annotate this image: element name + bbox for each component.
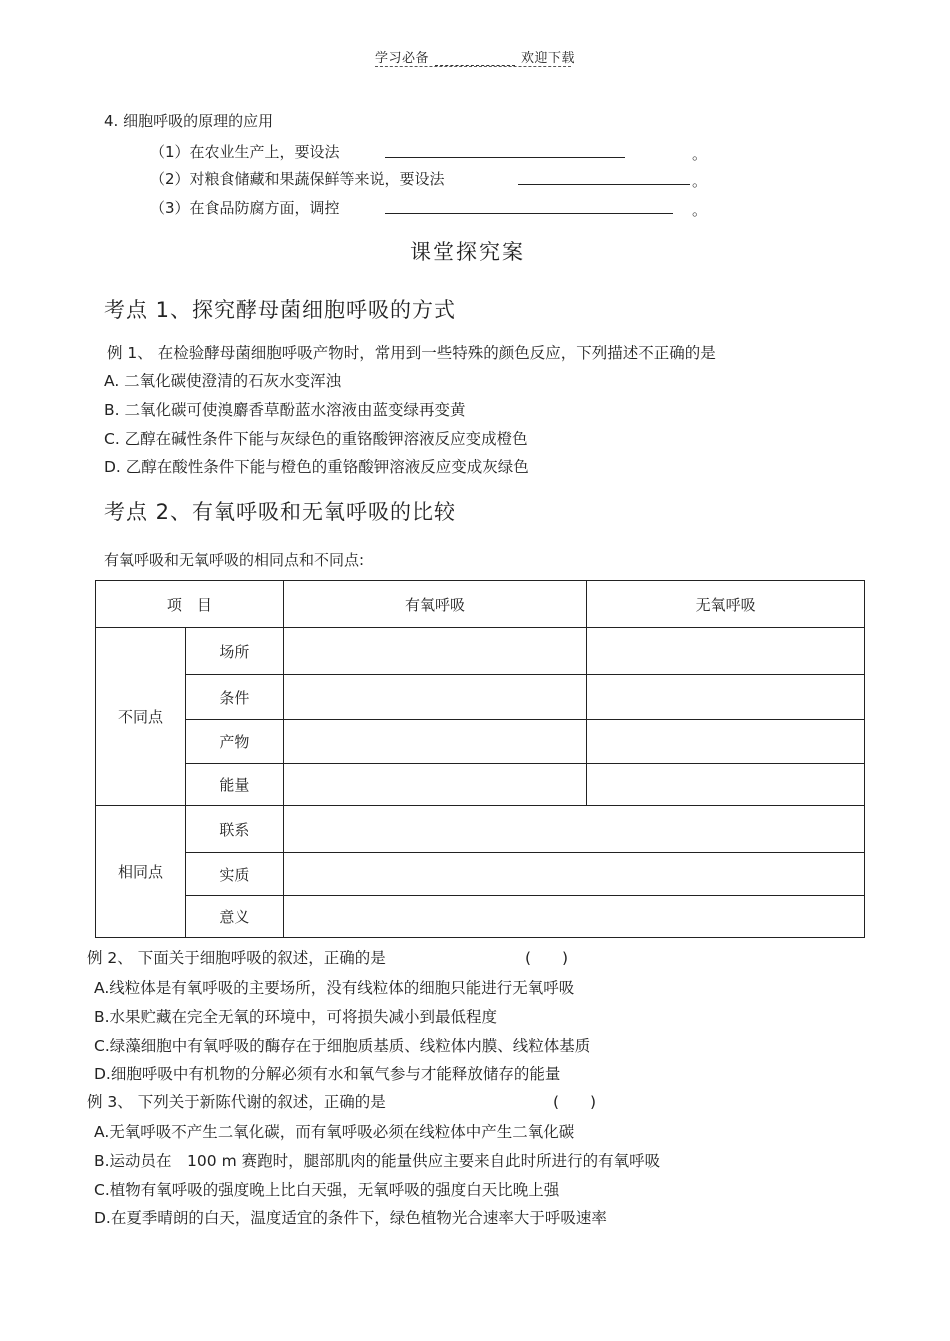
header-underline <box>375 66 571 67</box>
item-end: 。 <box>692 201 708 219</box>
ex1-option-a[interactable]: A. 二氧化碳使澄清的石灰水变浑浊 <box>104 372 342 390</box>
class-title: 课堂探究案 <box>410 240 525 264</box>
same-label: 相同点 <box>96 806 186 938</box>
header-fill <box>435 53 515 66</box>
header-aerobic: 有氧呼吸 <box>283 581 587 628</box>
item-label: （2）对粮食储藏和果蔬保鲜等来说，要设法 <box>150 170 445 188</box>
ex2-option-c[interactable]: C.绿藻细胞中有氧呼吸的酶存在于细胞质基质、线粒体内膜、线粒体基质 <box>94 1037 591 1055</box>
item-end: 。 <box>692 145 708 163</box>
table-header-row <box>96 581 865 628</box>
answer-cell[interactable] <box>283 853 864 896</box>
table-row <box>96 675 865 720</box>
answer-cell[interactable] <box>587 628 865 675</box>
point1-title: 考点 1、探究酵母菌细胞呼吸的方式 <box>104 298 457 322</box>
row-label: 联系 <box>185 806 283 853</box>
answer-cell[interactable] <box>587 675 865 720</box>
ex1-option-d[interactable]: D. 乙醇在酸性条件下能与橙色的重铬酸钾溶液反应变成灰绿色 <box>104 458 529 476</box>
page-header <box>375 47 575 66</box>
ex1-question: 例 1、 在检验酵母菌细胞呼吸产物时，常用到一些特殊的颜色反应，下列描述不正确的是 <box>107 344 716 362</box>
comparison-table <box>95 580 865 938</box>
ex2-option-d[interactable]: D.细胞呼吸中有机物的分解必须有水和氧气参与才能释放储存的能量 <box>94 1065 561 1083</box>
item-label: （3）在食品防腐方面，调控 <box>150 199 340 217</box>
ex2-option-a[interactable]: A.线粒体是有氧呼吸的主要场所，没有线粒体的细胞只能进行无氧呼吸 <box>94 979 575 997</box>
header-left: 学习必备 <box>375 51 430 66</box>
answer-cell[interactable] <box>283 628 587 675</box>
row-label: 条件 <box>185 675 283 720</box>
row-label: 场所 <box>185 628 283 675</box>
ex2-option-b[interactable]: B.水果贮藏在完全无氧的环境中，可将损失减小到最低程度 <box>94 1008 498 1026</box>
row-label: 意义 <box>185 896 283 938</box>
table-row <box>96 896 865 938</box>
item-label: （1）在农业生产上，要设法 <box>150 143 340 161</box>
answer-cell[interactable] <box>283 720 587 764</box>
answer-blank-2[interactable] <box>518 170 690 185</box>
ex3-option-a[interactable]: A.无氧呼吸不产生二氧化碳，而有氧呼吸必须在线粒体中产生二氧化碳 <box>94 1123 575 1141</box>
section4-item-2 <box>150 168 445 189</box>
answer-blank-1[interactable] <box>385 143 625 158</box>
item-end: 。 <box>692 172 708 190</box>
answer-cell[interactable] <box>283 806 864 853</box>
table-row <box>96 853 865 896</box>
ex1-option-b[interactable]: B. 二氧化碳可使溴麝香草酚蓝水溶液由蓝变绿再变黄 <box>104 401 466 419</box>
table-row <box>96 806 865 853</box>
answer-cell[interactable] <box>587 720 865 764</box>
row-label: 实质 <box>185 853 283 896</box>
ex2-answer-paren[interactable]: ( ) <box>525 949 569 967</box>
point2-intro: 有氧呼吸和无氧呼吸的相同点和不同点: <box>104 551 365 569</box>
section4-item-3 <box>150 197 340 218</box>
section4-title: 4. 细胞呼吸的原理的应用 <box>104 112 274 130</box>
row-label: 能量 <box>185 764 283 806</box>
ex3-option-b[interactable]: B.运动员在 100 m 赛跑时，腿部肌肉的能量供应主要来自此时所进行的有氧呼吸 <box>94 1152 661 1170</box>
ex3-answer-paren[interactable]: ( ) <box>553 1093 597 1111</box>
header-item: 项 目 <box>96 581 284 628</box>
diff-label: 不同点 <box>96 628 186 806</box>
table-row <box>96 764 865 806</box>
table-row <box>96 720 865 764</box>
row-label: 产物 <box>185 720 283 764</box>
header-right: 欢迎下载 <box>521 51 576 66</box>
header-anaerobic: 无氧呼吸 <box>587 581 865 628</box>
ex3-question: 例 3、 下列关于新陈代谢的叙述，正确的是 <box>87 1093 386 1111</box>
answer-cell[interactable] <box>283 764 587 806</box>
ex3-option-d[interactable]: D.在夏季晴朗的白天，温度适宜的条件下，绿色植物光合速率大于呼吸速率 <box>94 1209 607 1227</box>
answer-cell[interactable] <box>587 764 865 806</box>
point2-title: 考点 2、有氧呼吸和无氧呼吸的比较 <box>104 500 457 524</box>
ex1-option-c[interactable]: C. 乙醇在碱性条件下能与灰绿色的重铬酸钾溶液反应变成橙色 <box>104 430 528 448</box>
answer-cell[interactable] <box>283 675 587 720</box>
table-row <box>96 628 865 675</box>
ex3-option-c[interactable]: C.植物有氧呼吸的强度晚上比白天强，无氧呼吸的强度白天比晚上强 <box>94 1181 560 1199</box>
ex2-question: 例 2、 下面关于细胞呼吸的叙述，正确的是 <box>87 949 386 967</box>
answer-cell[interactable] <box>283 896 864 938</box>
section4-item-1 <box>150 141 340 162</box>
answer-blank-3[interactable] <box>385 199 673 214</box>
